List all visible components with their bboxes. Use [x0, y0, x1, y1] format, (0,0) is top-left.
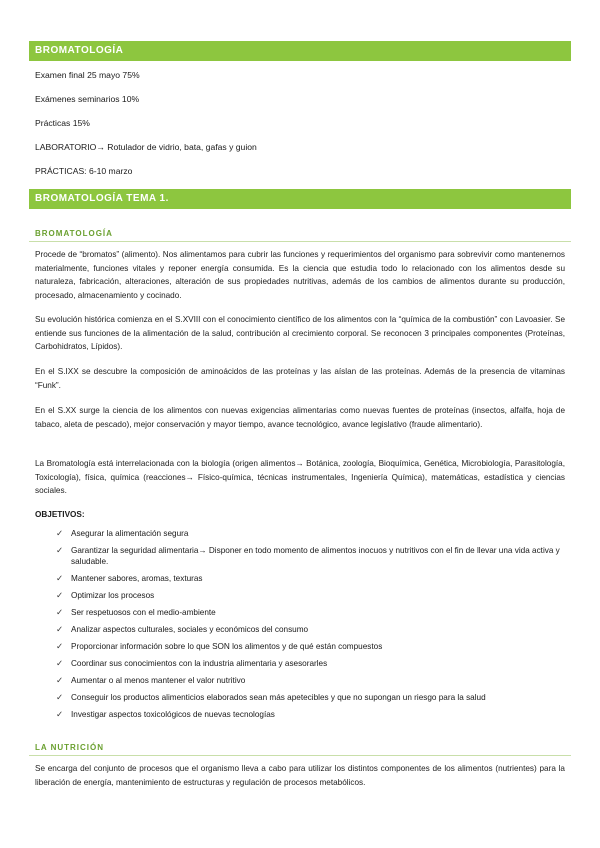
check-icon: ✓ — [56, 573, 64, 583]
list-item: ✓ Analizar aspectos culturales, sociales y económicos del consumo — [56, 624, 309, 634]
paragraph-origen: Procede de “bromatos” (alimento). Nos alimentamos para cubrir las funciones y requerimientos del organismo para sobrevivir como mantenernos materialmente, funciones vitales y reponer energía consumida. Es la ciencia que estudia todo lo relacionado con los alimentos desde su naturaleza, fabricación, alteraciones, alteración de sus propiedades nutritivas, además de los cambios de alimentos durante su producción, procesado, almacenamiento y cocinado. — [35, 250, 565, 300]
paragraph-siglo-xix: En el S.IXX se descubre la composición de aminoácidos de las proteínas y las aíslan de las proteínas. Además de la presencia de vitaminas “Funk”. — [35, 367, 565, 390]
paragraph-interrelacion: La Bromatología está interrelacionada con la biología (origen alimentos→ Botánica, zoología, Bioquímica, Genética, Microbiología, Parasitología, Toxicología), física, química (reacciones→ Físico-química, técnicas instrumentales, Ingeniería Química), matemáticas, estadística y ciencias sociales. — [35, 459, 565, 496]
list-item: ✓ Mantener sabores, aromas, texturas — [56, 573, 203, 583]
objetivos-list — [56, 528, 566, 726]
subheading-text: LA NUTRICIÓN — [35, 743, 105, 752]
banner-title: BROMATOLOGÍA — [35, 45, 124, 56]
check-icon: ✓ — [56, 545, 64, 555]
list-item: ✓ Garantizar la seguridad alimentaria→ Disponer en todo momento de alimentos inocuos y nutritivos con el fin de llevar una vida activa y saludable. — [56, 545, 560, 566]
subheading-text: BROMATOLOGÍA — [35, 229, 113, 238]
subheading-nutricion — [29, 742, 571, 756]
check-icon: ✓ — [56, 692, 64, 702]
paragraph-siglo-xx: En el S.XX surge la ciencia de los alimentos con nuevas exigencias alimentarias como nuevas fuentes de proteínas (insectos, alfalfa, hoja de tabaco, aleta de pescado), mejor conservación y mayor tiempo, avance tecnológico, avance legislativo (fraude alimentario). — [35, 406, 565, 429]
section-banner-bromatologia — [29, 41, 571, 61]
list-item: ✓ Aumentar o al menos mantener el valor nutritivo — [56, 675, 246, 685]
laboratorio-line: LABORATORIO→ Rotulador de vidrio, bata, gafas y guion — [35, 142, 257, 152]
check-icon: ✓ — [56, 607, 64, 617]
exam-seminarios-line: Exámenes seminarios 10% — [35, 94, 140, 104]
list-item: ✓ Asegurar la alimentación segura — [56, 528, 189, 538]
list-item: ✓ Ser respetuosos con el medio-ambiente — [56, 607, 216, 617]
paragraph-historia: Su evolución histórica comienza en el S.XVIII con el conocimiento científico de los alimentos con la “química de la combustión” con Lavoasier. Se entiende sus funciones de la alimentación de la salud, contribución al crecimiento corporal. Se reconocen 3 principales componentes (Proteínas, Carbohidratos, Lípidos). — [35, 315, 565, 352]
list-item: ✓ Proporcionar información sobre lo que SON los alimentos y de qué están compuestos — [56, 641, 383, 651]
check-icon: ✓ — [56, 658, 64, 668]
check-icon: ✓ — [56, 590, 64, 600]
subheading-bromatologia — [29, 228, 571, 242]
paragraph-nutricion: Se encarga del conjunto de procesos que el organismo lleva a cabo para utilizar los distintos componentes de los alimentos (nutrientes) para la liberación de energía, mantenimiento de estructuras y regulación de procesos metabólicos. — [35, 764, 565, 787]
objetivos-label: OBJETIVOS: — [35, 510, 85, 519]
list-item: ✓ Conseguir los productos alimenticios elaborados sean más apetecibles y que no supongan un riesgo para la salud — [56, 692, 486, 702]
check-icon: ✓ — [56, 624, 64, 634]
practicas-line: Prácticas 15% — [35, 118, 90, 128]
check-icon: ✓ — [56, 709, 64, 719]
list-item: ✓ Optimizar los procesos — [56, 590, 155, 600]
banner-title: BROMATOLOGÍA TEMA 1. — [35, 193, 169, 204]
list-item: ✓ Investigar aspectos toxicológicos de nuevas tecnologías — [56, 709, 275, 719]
check-icon: ✓ — [56, 528, 64, 538]
exam-final-line: Examen final 25 mayo 75% — [35, 70, 140, 80]
check-icon: ✓ — [56, 641, 64, 651]
practicas-dates-line: PRÁCTICAS: 6-10 marzo — [35, 166, 133, 176]
list-item: ✓ Coordinar sus conocimientos con la industria alimentaria y asesorarles — [56, 658, 328, 668]
check-icon: ✓ — [56, 675, 64, 685]
section-banner-tema1 — [29, 189, 571, 209]
